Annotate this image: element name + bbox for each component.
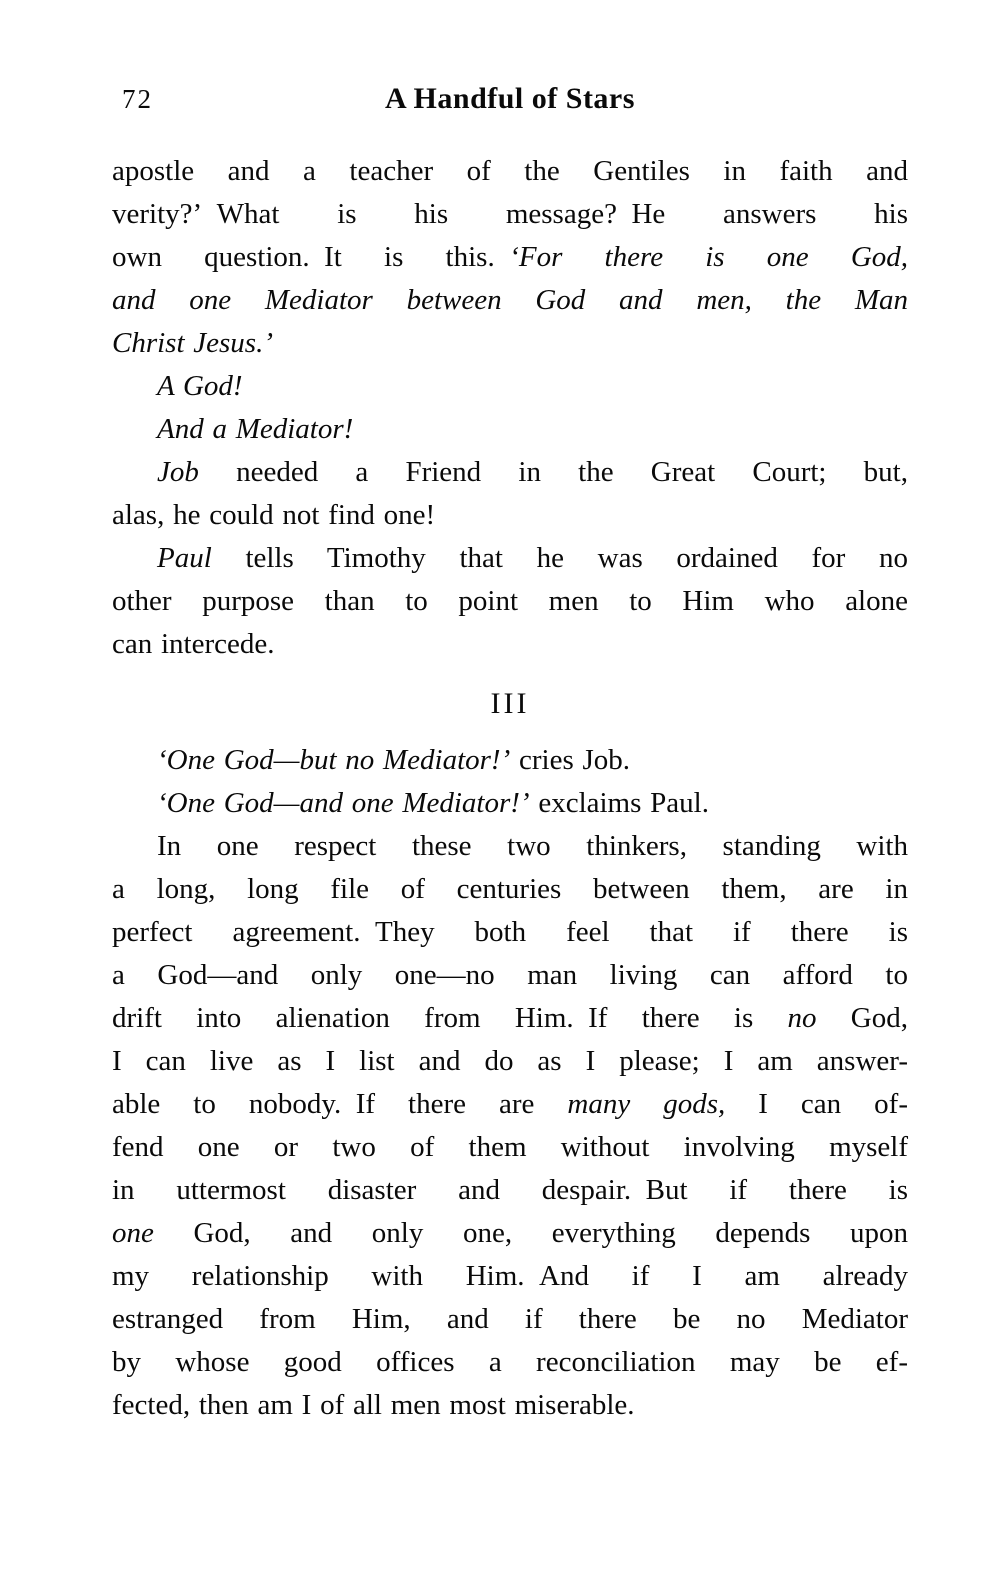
text-segment: alas, he could not find one! bbox=[112, 499, 436, 531]
text-column bbox=[112, 82, 908, 1427]
text-line bbox=[112, 782, 908, 825]
text-line bbox=[112, 954, 908, 997]
text-line bbox=[112, 1169, 908, 1212]
text-line bbox=[112, 868, 908, 911]
text-segment: in uttermost disaster and despair. But if there is bbox=[112, 1174, 908, 1206]
italic-text: ‘One God—but no Mediator!’ bbox=[157, 744, 511, 776]
text-segment: exclaims Paul. bbox=[529, 787, 709, 819]
text-line bbox=[112, 1341, 908, 1384]
text-line bbox=[112, 623, 908, 666]
italic-text: And a Mediator! bbox=[157, 413, 354, 445]
text-segment: drift into alienation from Him. If there is bbox=[112, 1002, 788, 1034]
page-number: 72 bbox=[122, 84, 153, 114]
paragraph bbox=[112, 537, 908, 666]
italic-text: ‘For there is one God, bbox=[509, 241, 909, 273]
paragraph bbox=[112, 782, 908, 825]
text-segment: apostle and a teacher of the Gentiles in faith and bbox=[112, 155, 908, 187]
paragraph bbox=[112, 825, 908, 1427]
paragraph bbox=[112, 365, 908, 408]
text-segment: In one respect these two thinkers, standing with bbox=[157, 830, 908, 862]
text-line bbox=[112, 825, 908, 868]
text-line bbox=[112, 236, 908, 279]
paragraph bbox=[112, 150, 908, 365]
text-block bbox=[112, 150, 908, 1427]
text-segment: perfect agreement. They both feel that if there is bbox=[112, 916, 908, 948]
text-segment: God, bbox=[816, 1002, 908, 1034]
paragraph bbox=[112, 739, 908, 782]
text-segment: estranged from Him, and if there be no Mediator bbox=[112, 1303, 908, 1335]
italic-text: A God! bbox=[157, 370, 243, 402]
text-line bbox=[112, 997, 908, 1040]
italic-text: Job bbox=[157, 456, 199, 488]
text-line bbox=[112, 1040, 908, 1083]
text-line bbox=[112, 1126, 908, 1169]
text-segment: can intercede. bbox=[112, 628, 275, 660]
text-line bbox=[112, 1298, 908, 1341]
italic-text: no bbox=[787, 1002, 817, 1034]
text-line bbox=[112, 1255, 908, 1298]
text-line bbox=[112, 279, 908, 322]
text-segment: verity?’ What is his message? He answers his bbox=[112, 198, 908, 230]
paragraph bbox=[112, 451, 908, 537]
text-line bbox=[112, 1384, 908, 1427]
text-segment: a long, long file of centuries between them, are in bbox=[112, 873, 908, 905]
text-segment: able to nobody. If there are bbox=[112, 1088, 568, 1120]
paragraph bbox=[112, 408, 908, 451]
text-line bbox=[112, 193, 908, 236]
text-line bbox=[112, 494, 908, 537]
text-line bbox=[112, 911, 908, 954]
italic-text: ‘One God—and one Mediator!’ bbox=[157, 787, 530, 819]
text-segment: own question. It is this. bbox=[112, 241, 510, 273]
text-segment: fend one or two of them without involving myself bbox=[112, 1131, 908, 1163]
text-line bbox=[112, 739, 908, 782]
text-segment: a God—and only one—no man living can afford to bbox=[112, 959, 908, 991]
italic-text: and one Mediator between God and men, the Man bbox=[112, 284, 908, 316]
text-segment: by whose good offices a reconciliation may be ef- bbox=[112, 1346, 908, 1378]
text-segment: tells Timothy that he was ordained for no bbox=[211, 542, 908, 574]
italic-text: many gods, bbox=[567, 1088, 726, 1120]
running-title: A Handful of Stars bbox=[385, 82, 635, 115]
text-segment: cries Job. bbox=[510, 744, 631, 776]
text-segment: my relationship with Him. And if I am already bbox=[112, 1260, 908, 1292]
italic-text: Paul bbox=[157, 542, 212, 574]
text-line bbox=[112, 537, 908, 580]
text-line bbox=[112, 1083, 908, 1126]
text-segment: God, and only one, everything depends upon bbox=[153, 1217, 908, 1249]
section-heading: III bbox=[490, 687, 530, 720]
text-segment: I can live as I list and do as I please; I am answer- bbox=[112, 1045, 908, 1077]
text-segment: other purpose than to point men to Him who alone bbox=[112, 585, 908, 617]
italic-text: one bbox=[112, 1217, 154, 1249]
text-segment: I can of- bbox=[725, 1088, 908, 1120]
page-header bbox=[112, 82, 908, 120]
text-line bbox=[112, 408, 908, 451]
text-line bbox=[112, 580, 908, 623]
text-line bbox=[112, 322, 908, 365]
text-segment: needed a Friend in the Great Court; but, bbox=[198, 456, 908, 488]
text-segment: fected, then am I of all men most miserable. bbox=[112, 1389, 635, 1421]
text-line bbox=[112, 150, 908, 193]
text-line bbox=[112, 451, 908, 494]
italic-text: Christ Jesus.’ bbox=[112, 327, 273, 359]
text-line bbox=[112, 1212, 908, 1255]
text-line bbox=[112, 365, 908, 408]
